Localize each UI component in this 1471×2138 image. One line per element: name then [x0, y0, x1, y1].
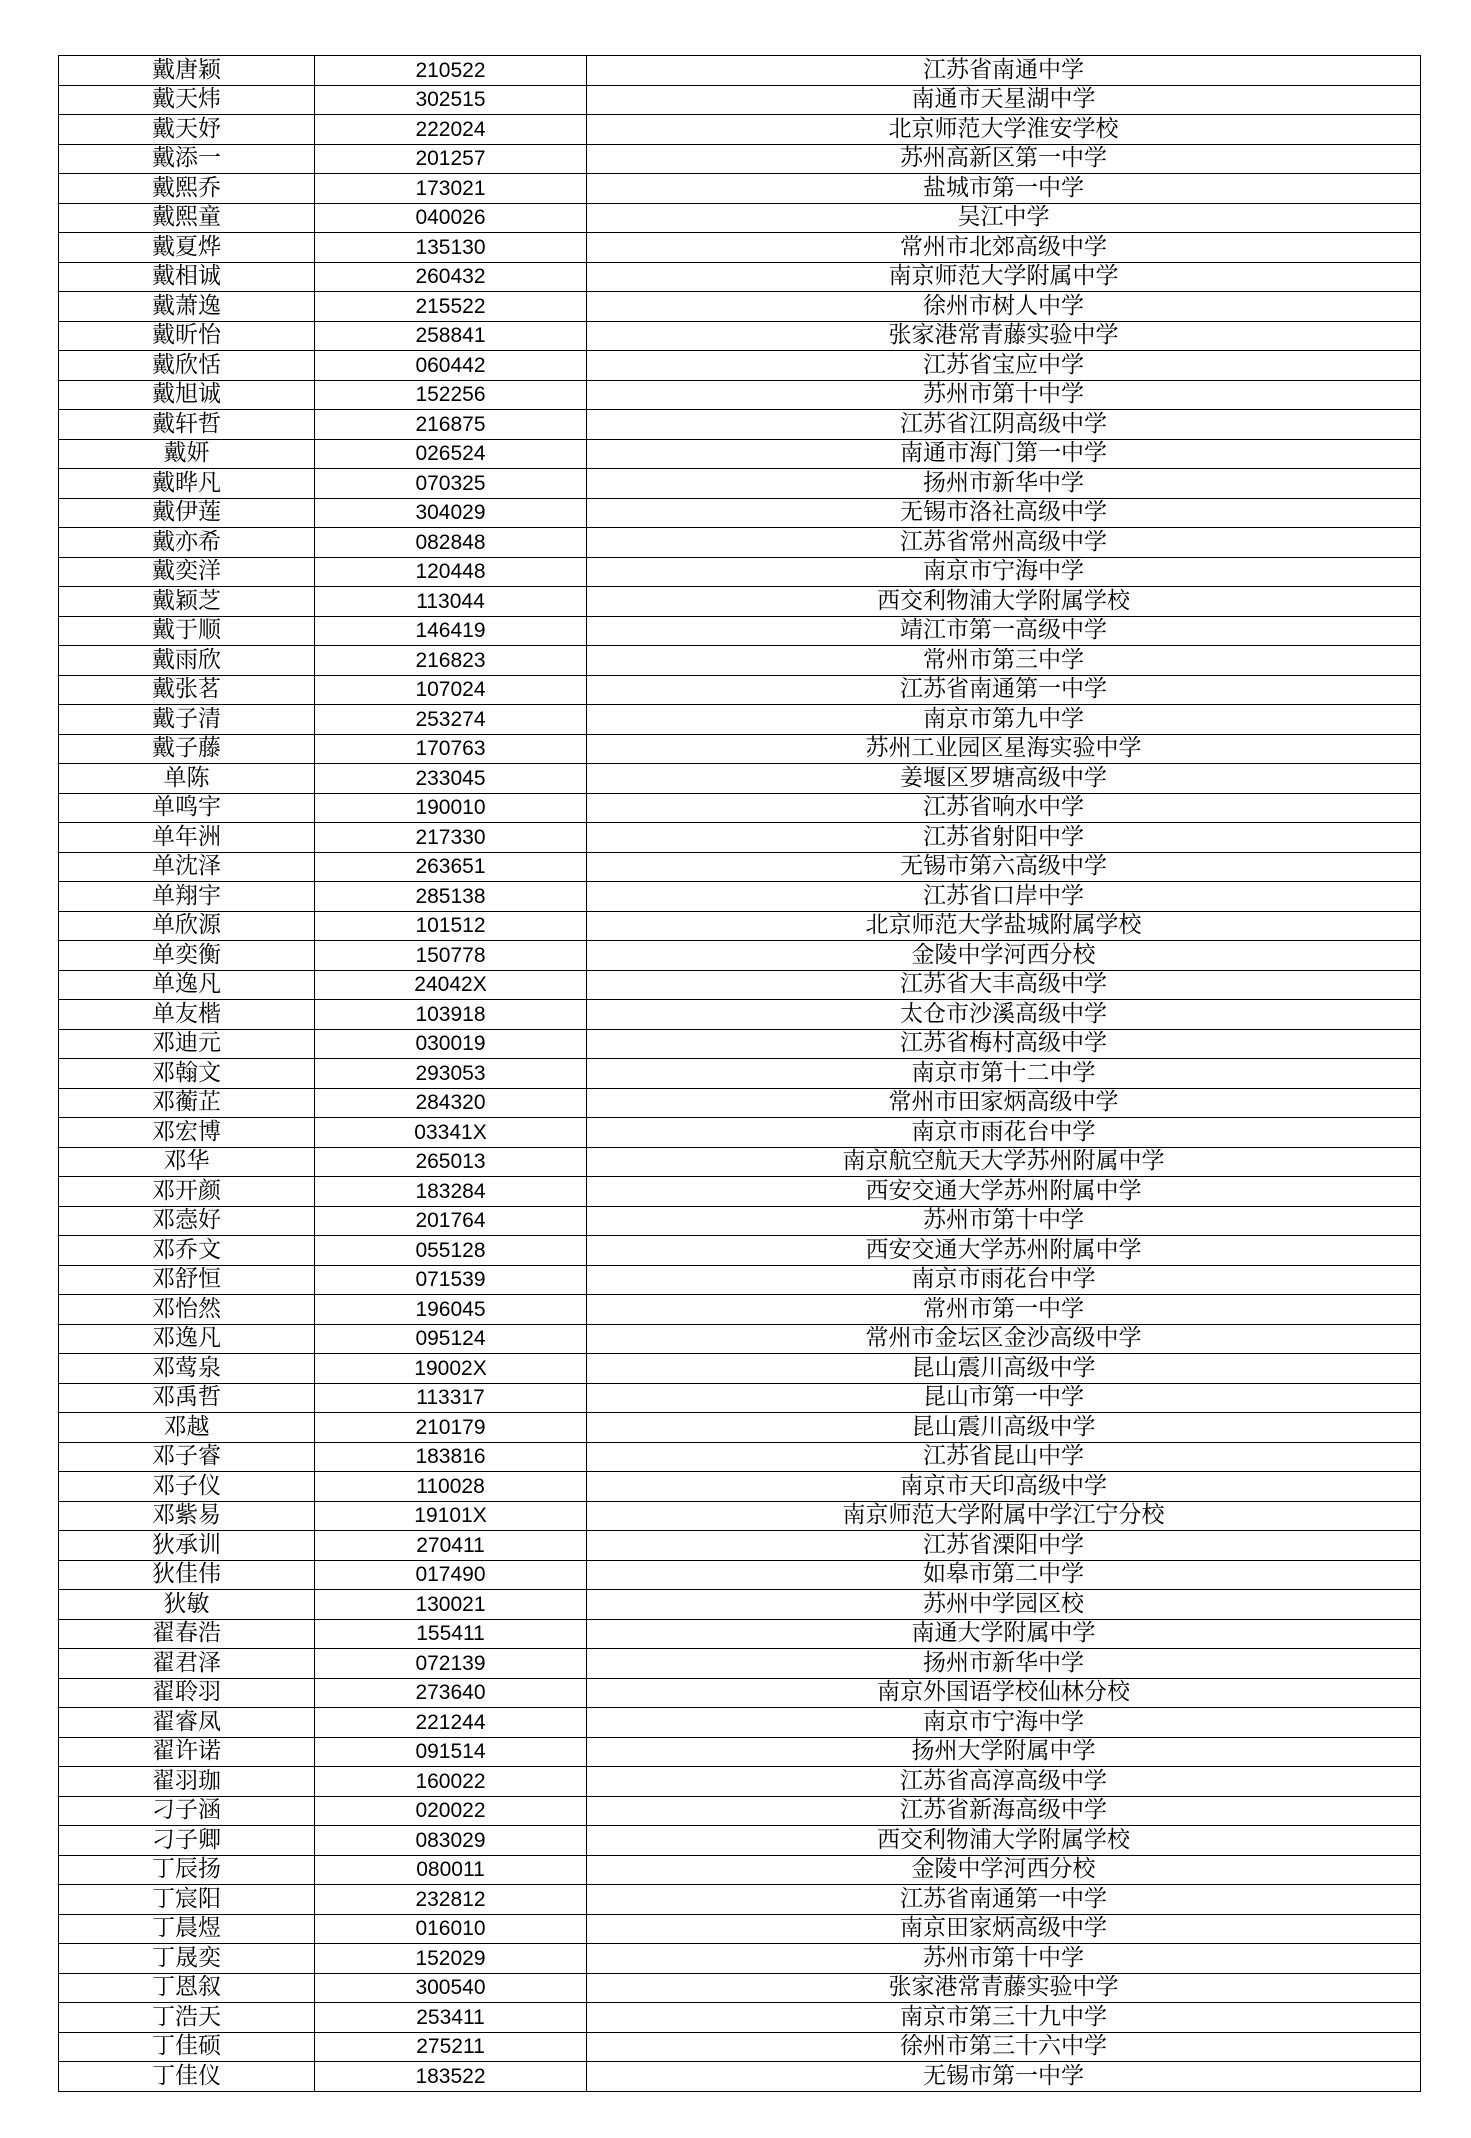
table-row — [59, 1560, 1421, 1590]
school-name-cell: 扬州市新华中学 — [587, 1649, 1421, 1679]
student-id-cell: 275211 — [315, 2032, 587, 2062]
student-id-cell: 221244 — [315, 1708, 587, 1738]
student-name-cell: 丁佳硕 — [59, 2032, 315, 2062]
student-name-cell: 邓舒恒 — [59, 1265, 315, 1295]
school-name-cell: 江苏省南通第一中学 — [587, 1885, 1421, 1915]
table-row — [59, 1236, 1421, 1266]
school-name-cell: 江苏省射阳中学 — [587, 823, 1421, 853]
table-row — [59, 203, 1421, 233]
school-name-cell: 南通市海门第一中学 — [587, 439, 1421, 469]
student-name-cell: 邓莺泉 — [59, 1354, 315, 1384]
school-name-cell: 苏州市第十中学 — [587, 1944, 1421, 1974]
student-name-cell: 丁晟奕 — [59, 1944, 315, 1974]
student-id-cell: 120448 — [315, 557, 587, 587]
school-name-cell: 苏州工业园区星海实验中学 — [587, 734, 1421, 764]
school-name-cell: 姜堰区罗塘高级中学 — [587, 764, 1421, 794]
student-name-cell: 戴相诚 — [59, 262, 315, 292]
table-row — [59, 1088, 1421, 1118]
school-name-cell: 江苏省宝应中学 — [587, 351, 1421, 381]
school-name-cell: 太仓市沙溪高级中学 — [587, 1000, 1421, 1030]
school-name-cell: 南通大学附属中学 — [587, 1619, 1421, 1649]
student-id-cell: 071539 — [315, 1265, 587, 1295]
table-row — [59, 2062, 1421, 2092]
table-row — [59, 1855, 1421, 1885]
table-row — [59, 351, 1421, 381]
student-name-cell: 狄敏 — [59, 1590, 315, 1620]
student-id-cell: 135130 — [315, 233, 587, 263]
table-row — [59, 882, 1421, 912]
table-row — [59, 1708, 1421, 1738]
student-name-cell: 邓子睿 — [59, 1442, 315, 1472]
table-row — [59, 1737, 1421, 1767]
school-name-cell: 北京师范大学淮安学校 — [587, 115, 1421, 145]
table-row — [59, 1885, 1421, 1915]
table-row — [59, 1000, 1421, 1030]
student-id-cell: 170763 — [315, 734, 587, 764]
student-id-cell: 060442 — [315, 351, 587, 381]
student-id-cell: 285138 — [315, 882, 587, 912]
table-row — [59, 1619, 1421, 1649]
student-id-cell: 233045 — [315, 764, 587, 794]
student-name-cell: 翟春浩 — [59, 1619, 315, 1649]
student-id-cell: 130021 — [315, 1590, 587, 1620]
student-name-cell: 戴张茗 — [59, 675, 315, 705]
table-row — [59, 2003, 1421, 2033]
student-id-cell: 253411 — [315, 2003, 587, 2033]
student-roster-table — [58, 55, 1421, 2092]
table-row — [59, 1265, 1421, 1295]
school-name-cell: 常州市田家炳高级中学 — [587, 1088, 1421, 1118]
table-row — [59, 528, 1421, 558]
student-id-cell: 083029 — [315, 1826, 587, 1856]
school-name-cell: 江苏省常州高级中学 — [587, 528, 1421, 558]
school-name-cell: 靖江市第一高级中学 — [587, 616, 1421, 646]
student-name-cell: 丁浩天 — [59, 2003, 315, 2033]
table-row — [59, 1590, 1421, 1620]
school-name-cell: 西安交通大学苏州附属中学 — [587, 1177, 1421, 1207]
student-name-cell: 单鸣宇 — [59, 793, 315, 823]
student-id-cell: 020022 — [315, 1796, 587, 1826]
student-id-cell: 152029 — [315, 1944, 587, 1974]
table-row — [59, 1029, 1421, 1059]
student-id-cell: 232812 — [315, 1885, 587, 1915]
student-name-cell: 戴唐颖 — [59, 56, 315, 86]
school-name-cell: 苏州中学园区校 — [587, 1590, 1421, 1620]
student-name-cell: 戴妍 — [59, 439, 315, 469]
table-row — [59, 1118, 1421, 1148]
student-id-cell: 026524 — [315, 439, 587, 469]
student-name-cell: 邓逸凡 — [59, 1324, 315, 1354]
student-id-cell: 215522 — [315, 292, 587, 322]
student-id-cell: 016010 — [315, 1914, 587, 1944]
student-id-cell: 263651 — [315, 852, 587, 882]
student-id-cell: 217330 — [315, 823, 587, 853]
student-name-cell: 戴添一 — [59, 144, 315, 174]
table-row — [59, 1826, 1421, 1856]
student-name-cell: 刁子卿 — [59, 1826, 315, 1856]
student-id-cell: 210522 — [315, 56, 587, 86]
student-name-cell: 戴轩哲 — [59, 410, 315, 440]
student-id-cell: 101512 — [315, 911, 587, 941]
student-name-cell: 单友楷 — [59, 1000, 315, 1030]
student-id-cell: 070325 — [315, 469, 587, 499]
student-id-cell: 103918 — [315, 1000, 587, 1030]
student-id-cell: 222024 — [315, 115, 587, 145]
student-id-cell: 210179 — [315, 1413, 587, 1443]
roster-body — [59, 56, 1421, 2092]
student-id-cell: 110028 — [315, 1472, 587, 1502]
table-row — [59, 1206, 1421, 1236]
student-id-cell: 284320 — [315, 1088, 587, 1118]
student-name-cell: 丁佳仪 — [59, 2062, 315, 2092]
student-id-cell: 030019 — [315, 1029, 587, 1059]
student-id-cell: 270411 — [315, 1531, 587, 1561]
student-name-cell: 戴天炜 — [59, 85, 315, 115]
table-row — [59, 410, 1421, 440]
school-name-cell: 南通市天星湖中学 — [587, 85, 1421, 115]
student-name-cell: 丁辰扬 — [59, 1855, 315, 1885]
student-name-cell: 单逸凡 — [59, 970, 315, 1000]
student-name-cell: 单欣源 — [59, 911, 315, 941]
school-name-cell: 常州市北郊高级中学 — [587, 233, 1421, 263]
student-name-cell: 戴子清 — [59, 705, 315, 735]
school-name-cell: 江苏省南通第一中学 — [587, 675, 1421, 705]
student-id-cell: 300540 — [315, 1973, 587, 2003]
table-row — [59, 1413, 1421, 1443]
school-name-cell: 苏州市第十中学 — [587, 1206, 1421, 1236]
student-name-cell: 戴子藤 — [59, 734, 315, 764]
school-name-cell: 南京市宁海中学 — [587, 557, 1421, 587]
school-name-cell: 常州市第三中学 — [587, 646, 1421, 676]
school-name-cell: 昆山市第一中学 — [587, 1383, 1421, 1413]
school-name-cell: 西安交通大学苏州附属中学 — [587, 1236, 1421, 1266]
school-name-cell: 西交利物浦大学附属学校 — [587, 587, 1421, 617]
school-name-cell: 江苏省溧阳中学 — [587, 1531, 1421, 1561]
student-name-cell: 邓宏博 — [59, 1118, 315, 1148]
student-id-cell: 03341X — [315, 1118, 587, 1148]
student-name-cell: 单陈 — [59, 764, 315, 794]
school-name-cell: 南京市第九中学 — [587, 705, 1421, 735]
school-name-cell: 江苏省新海高级中学 — [587, 1796, 1421, 1826]
student-id-cell: 091514 — [315, 1737, 587, 1767]
table-row — [59, 174, 1421, 204]
school-name-cell: 南京外国语学校仙林分校 — [587, 1678, 1421, 1708]
table-row — [59, 557, 1421, 587]
student-id-cell: 080011 — [315, 1855, 587, 1885]
student-name-cell: 邓子仪 — [59, 1472, 315, 1502]
student-name-cell: 戴昕怡 — [59, 321, 315, 351]
school-name-cell: 南京市雨花台中学 — [587, 1118, 1421, 1148]
school-name-cell: 张家港常青藤实验中学 — [587, 1973, 1421, 2003]
table-row — [59, 1295, 1421, 1325]
student-name-cell: 邓怡然 — [59, 1295, 315, 1325]
student-name-cell: 戴熙童 — [59, 203, 315, 233]
table-row — [59, 675, 1421, 705]
table-row — [59, 1767, 1421, 1797]
student-name-cell: 翟许诺 — [59, 1737, 315, 1767]
student-id-cell: 183816 — [315, 1442, 587, 1472]
table-row — [59, 1501, 1421, 1531]
school-name-cell: 江苏省南通中学 — [587, 56, 1421, 86]
school-name-cell: 无锡市第一中学 — [587, 2062, 1421, 2092]
school-name-cell: 北京师范大学盐城附属学校 — [587, 911, 1421, 941]
student-name-cell: 戴天妤 — [59, 115, 315, 145]
student-id-cell: 155411 — [315, 1619, 587, 1649]
school-name-cell: 徐州市树人中学 — [587, 292, 1421, 322]
student-name-cell: 邓悫好 — [59, 1206, 315, 1236]
school-name-cell: 南京市天印高级中学 — [587, 1472, 1421, 1502]
student-name-cell: 翟君泽 — [59, 1649, 315, 1679]
table-row — [59, 1944, 1421, 1974]
student-id-cell: 201764 — [315, 1206, 587, 1236]
student-id-cell: 072139 — [315, 1649, 587, 1679]
student-id-cell: 107024 — [315, 675, 587, 705]
student-id-cell: 19101X — [315, 1501, 587, 1531]
school-name-cell: 江苏省高淳高级中学 — [587, 1767, 1421, 1797]
table-row — [59, 616, 1421, 646]
student-id-cell: 201257 — [315, 144, 587, 174]
student-name-cell: 邓蘅芷 — [59, 1088, 315, 1118]
student-name-cell: 戴欣恬 — [59, 351, 315, 381]
student-name-cell: 邓迪元 — [59, 1029, 315, 1059]
school-name-cell: 苏州高新区第一中学 — [587, 144, 1421, 174]
table-row — [59, 1147, 1421, 1177]
student-name-cell: 戴奕洋 — [59, 557, 315, 587]
school-name-cell: 扬州大学附属中学 — [587, 1737, 1421, 1767]
school-name-cell: 无锡市洛社高级中学 — [587, 498, 1421, 528]
student-name-cell: 翟聆羽 — [59, 1678, 315, 1708]
table-row — [59, 1177, 1421, 1207]
student-name-cell: 单奕衡 — [59, 941, 315, 971]
student-name-cell: 戴夏烨 — [59, 233, 315, 263]
student-id-cell: 017490 — [315, 1560, 587, 1590]
table-row — [59, 262, 1421, 292]
table-row — [59, 2032, 1421, 2062]
student-id-cell: 095124 — [315, 1324, 587, 1354]
student-name-cell: 戴雨欣 — [59, 646, 315, 676]
student-id-cell: 265013 — [315, 1147, 587, 1177]
student-id-cell: 040026 — [315, 203, 587, 233]
table-row — [59, 85, 1421, 115]
student-name-cell: 翟羽珈 — [59, 1767, 315, 1797]
table-row — [59, 498, 1421, 528]
student-id-cell: 302515 — [315, 85, 587, 115]
school-name-cell: 常州市第一中学 — [587, 1295, 1421, 1325]
school-name-cell: 徐州市第三十六中学 — [587, 2032, 1421, 2062]
student-name-cell: 刁子涵 — [59, 1796, 315, 1826]
school-name-cell: 金陵中学河西分校 — [587, 1855, 1421, 1885]
school-name-cell: 江苏省大丰高级中学 — [587, 970, 1421, 1000]
school-name-cell: 如皋市第二中学 — [587, 1560, 1421, 1590]
student-name-cell: 邓翰文 — [59, 1059, 315, 1089]
table-row — [59, 380, 1421, 410]
school-name-cell: 南京市第十二中学 — [587, 1059, 1421, 1089]
table-row — [59, 1796, 1421, 1826]
student-name-cell: 单翔宇 — [59, 882, 315, 912]
school-name-cell: 江苏省梅村高级中学 — [587, 1029, 1421, 1059]
student-name-cell: 狄承训 — [59, 1531, 315, 1561]
school-name-cell: 无锡市第六高级中学 — [587, 852, 1421, 882]
student-name-cell: 邓华 — [59, 1147, 315, 1177]
student-name-cell: 丁恩叙 — [59, 1973, 315, 2003]
student-name-cell: 邓越 — [59, 1413, 315, 1443]
table-row — [59, 852, 1421, 882]
table-row — [59, 292, 1421, 322]
school-name-cell: 江苏省昆山中学 — [587, 1442, 1421, 1472]
school-name-cell: 南京航空航天大学苏州附属中学 — [587, 1147, 1421, 1177]
school-name-cell: 苏州市第十中学 — [587, 380, 1421, 410]
student-id-cell: 173021 — [315, 174, 587, 204]
table-row — [59, 115, 1421, 145]
student-name-cell: 戴萧逸 — [59, 292, 315, 322]
table-row — [59, 1442, 1421, 1472]
table-row — [59, 321, 1421, 351]
student-name-cell: 邓紫易 — [59, 1501, 315, 1531]
student-name-cell: 狄佳伟 — [59, 1560, 315, 1590]
table-row — [59, 764, 1421, 794]
school-name-cell: 江苏省江阴高级中学 — [587, 410, 1421, 440]
school-name-cell: 南京市雨花台中学 — [587, 1265, 1421, 1295]
table-row — [59, 439, 1421, 469]
school-name-cell: 盐城市第一中学 — [587, 174, 1421, 204]
student-id-cell: 216875 — [315, 410, 587, 440]
school-name-cell: 南京市第三十九中学 — [587, 2003, 1421, 2033]
table-row — [59, 1649, 1421, 1679]
student-id-cell: 24042X — [315, 970, 587, 1000]
student-id-cell: 216823 — [315, 646, 587, 676]
school-name-cell: 张家港常青藤实验中学 — [587, 321, 1421, 351]
student-name-cell: 戴亦希 — [59, 528, 315, 558]
student-id-cell: 293053 — [315, 1059, 587, 1089]
student-name-cell: 戴旭诚 — [59, 380, 315, 410]
table-row — [59, 970, 1421, 1000]
table-row — [59, 911, 1421, 941]
table-row — [59, 1324, 1421, 1354]
table-row — [59, 793, 1421, 823]
table-row — [59, 1914, 1421, 1944]
student-id-cell: 055128 — [315, 1236, 587, 1266]
table-row — [59, 56, 1421, 86]
school-name-cell: 南京师范大学附属中学江宁分校 — [587, 1501, 1421, 1531]
table-row — [59, 705, 1421, 735]
student-id-cell: 160022 — [315, 1767, 587, 1797]
student-name-cell: 单年洲 — [59, 823, 315, 853]
student-id-cell: 113044 — [315, 587, 587, 617]
table-row — [59, 734, 1421, 764]
table-row — [59, 1973, 1421, 2003]
student-name-cell: 戴颖芝 — [59, 587, 315, 617]
student-id-cell: 152256 — [315, 380, 587, 410]
student-id-cell: 260432 — [315, 262, 587, 292]
student-name-cell: 邓乔文 — [59, 1236, 315, 1266]
student-id-cell: 273640 — [315, 1678, 587, 1708]
student-name-cell: 戴于顺 — [59, 616, 315, 646]
school-name-cell: 江苏省口岸中学 — [587, 882, 1421, 912]
school-name-cell: 江苏省响水中学 — [587, 793, 1421, 823]
student-id-cell: 113317 — [315, 1383, 587, 1413]
student-name-cell: 戴伊莲 — [59, 498, 315, 528]
student-name-cell: 单沈泽 — [59, 852, 315, 882]
student-name-cell: 邓禹哲 — [59, 1383, 315, 1413]
student-id-cell: 304029 — [315, 498, 587, 528]
student-id-cell: 082848 — [315, 528, 587, 558]
student-id-cell: 146419 — [315, 616, 587, 646]
table-row — [59, 1383, 1421, 1413]
table-row — [59, 941, 1421, 971]
student-name-cell: 丁宸阳 — [59, 1885, 315, 1915]
school-name-cell: 南京田家炳高级中学 — [587, 1914, 1421, 1944]
table-row — [59, 1678, 1421, 1708]
table-row — [59, 1472, 1421, 1502]
student-id-cell: 258841 — [315, 321, 587, 351]
table-row — [59, 469, 1421, 499]
school-name-cell: 吴江中学 — [587, 203, 1421, 233]
student-name-cell: 戴晔凡 — [59, 469, 315, 499]
student-id-cell: 190010 — [315, 793, 587, 823]
student-id-cell: 196045 — [315, 1295, 587, 1325]
table-row — [59, 823, 1421, 853]
table-row — [59, 1354, 1421, 1384]
school-name-cell: 昆山震川高级中学 — [587, 1413, 1421, 1443]
table-row — [59, 587, 1421, 617]
student-id-cell: 19002X — [315, 1354, 587, 1384]
school-name-cell: 南京市宁海中学 — [587, 1708, 1421, 1738]
student-name-cell: 邓开颜 — [59, 1177, 315, 1207]
student-name-cell: 戴熙乔 — [59, 174, 315, 204]
table-row — [59, 646, 1421, 676]
student-id-cell: 253274 — [315, 705, 587, 735]
student-id-cell: 183522 — [315, 2062, 587, 2092]
student-name-cell: 翟睿凤 — [59, 1708, 315, 1738]
student-id-cell: 150778 — [315, 941, 587, 971]
school-name-cell: 南京师范大学附属中学 — [587, 262, 1421, 292]
table-row — [59, 233, 1421, 263]
school-name-cell: 金陵中学河西分校 — [587, 941, 1421, 971]
student-name-cell: 丁晨煜 — [59, 1914, 315, 1944]
school-name-cell: 扬州市新华中学 — [587, 469, 1421, 499]
school-name-cell: 西交利物浦大学附属学校 — [587, 1826, 1421, 1856]
table-row — [59, 1531, 1421, 1561]
school-name-cell: 常州市金坛区金沙高级中学 — [587, 1324, 1421, 1354]
school-name-cell: 昆山震川高级中学 — [587, 1354, 1421, 1384]
table-row — [59, 144, 1421, 174]
student-id-cell: 183284 — [315, 1177, 587, 1207]
table-row — [59, 1059, 1421, 1089]
